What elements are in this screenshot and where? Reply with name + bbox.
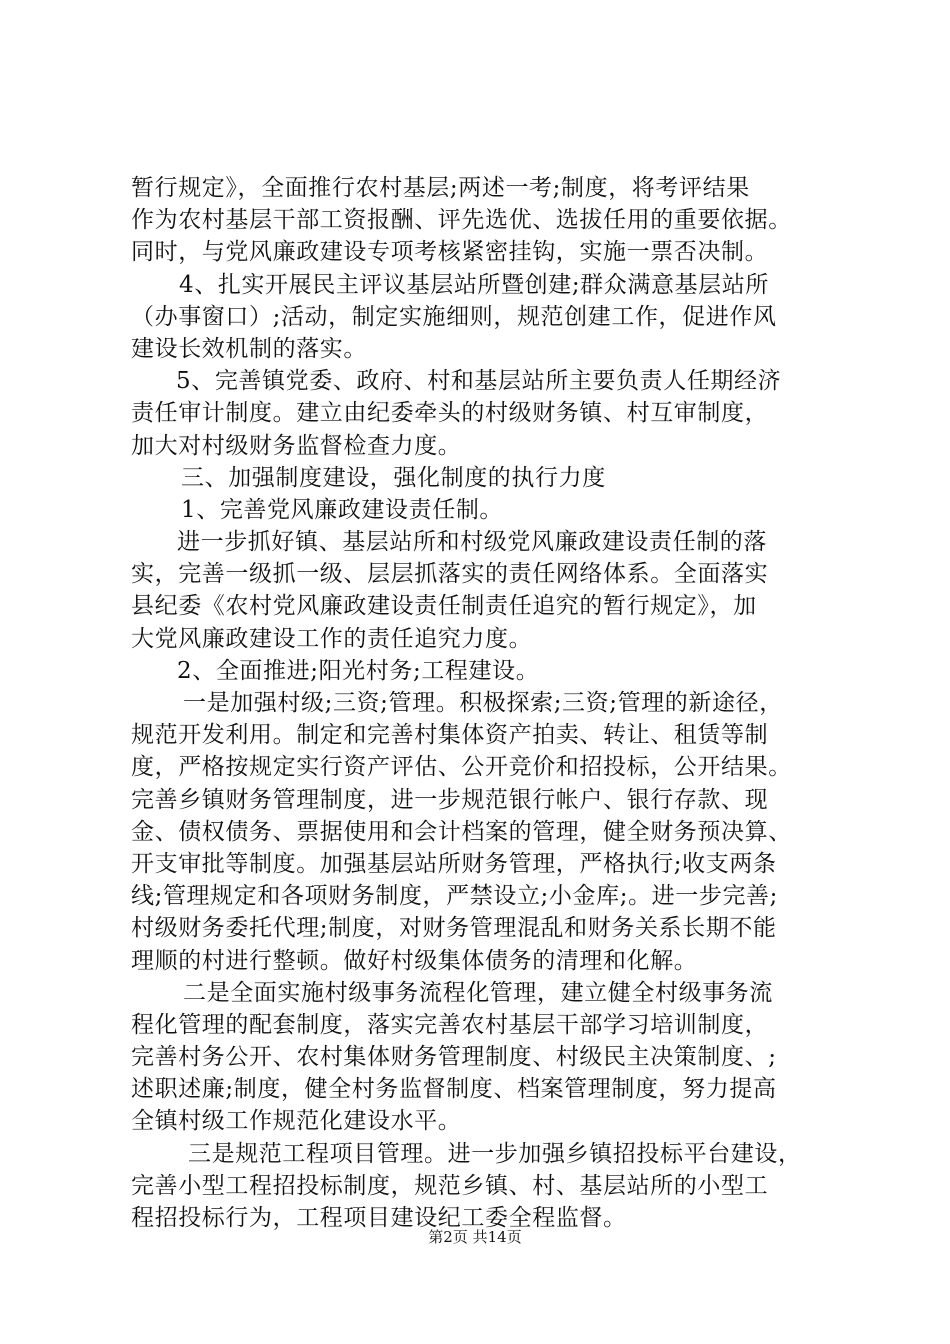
text-line: 完善村务公开、农村集体财务管理制度、村级民主决策制度、; (131, 1044, 777, 1071)
text-line: 5、完善镇党委、政府、村和基层站所主要负责人任期经济 (176, 368, 782, 395)
text-line: 完善小型工程招投标制度，规范乡镇、村、基层站所的小型工 (131, 1172, 769, 1199)
text-line: 理顺的村进行整顿。做好村级集体债务的清理和化解。 (131, 947, 698, 974)
text-line: 三是规范工程项目管理。进一步加强乡镇招投标平台建设， (188, 1140, 802, 1167)
text-line: 规范开发利用。制定和完善村集体资产拍卖、转让、租赁等制 (131, 722, 769, 749)
text-line: 金、债权债务、票据使用和会计档案的管理，健全财务预决算、 (131, 818, 792, 845)
text-line: 责任审计制度。建立由纪委牵头的村级财务镇、村互审制度， (131, 400, 769, 427)
text-line: 一是加强村级;三资;管理。积极探索;三资;管理的新途径， (183, 690, 783, 716)
text-line: 进一步抓好镇、基层站所和村级党风廉政建设责任制的落 (177, 529, 767, 556)
text-line: 同时，与党风廉政建设专项考核紧密挂钩，实施一票否决制。 (131, 239, 769, 266)
text-line: 度，严格按规定实行资产评估、公开竞价和招投标，公开结果。 (131, 754, 792, 781)
subsection-heading: 1、完善党风廉政建设责任制。 (181, 496, 504, 523)
section-heading: 三、加强制度建设，强化制度的执行力度 (181, 464, 606, 491)
text-line: 线;管理规定和各项财务制度，严禁设立;小金库;。进一步完善; (131, 883, 778, 910)
text-line: 述职述廉;制度，健全村务监督制度、档案管理制度，努力提高 (131, 1076, 777, 1103)
text-line: 实，完善一级抓一级、层层抓落实的责任网络体系。全面落实 (131, 561, 769, 588)
text-line: 全镇村级工作规范化建设水平。 (131, 1108, 462, 1135)
text-line: （办事窗口）;活动，制定实施细则，规范创建工作，促进作风 (131, 303, 777, 330)
text-line: 程化管理的配套制度，落实完善农村基层干部学习培训制度， (131, 1011, 769, 1038)
text-line: 建设长效机制的落实。 (131, 335, 367, 362)
text-line: 大党风廉政建设工作的责任追究力度。 (131, 625, 533, 652)
text-line: 开支审批等制度。加强基层站所财务管理，严格执行;收支两条 (131, 850, 777, 877)
subsection-heading: 2、全面推进;阳光村务;工程建设。 (177, 657, 540, 684)
text-line: 完善乡镇财务管理制度，进一步规范银行帐户、银行存款、现 (131, 786, 769, 813)
text-line: 二是全面实施村级事务流程化管理，建立健全村级事务流 (183, 979, 773, 1006)
text-line: 县纪委《农村党风廉政建设责任制责任追究的暂行规定》，加 (131, 593, 757, 620)
page-number: 第2页 共14页 (428, 1228, 522, 1246)
document-body (131, 172, 831, 1234)
text-line: 暂行规定》，全面推行农村基层;两述一考;制度，将考评结果 (131, 175, 750, 201)
text-line: 程招投标行为，工程项目建设纪工委全程监督。 (131, 1205, 627, 1231)
text-line: 作为农村基层干部工资报酬、评先选优、选拔任用的重要依据。 (131, 207, 792, 234)
text-line: 加大对村级财务监督检查力度。 (131, 432, 462, 459)
text-line: 4、扎实开展民主评议基层站所暨创建;群众满意基层站所 (179, 271, 769, 298)
text-line: 村级财务委托代理;制度，对财务管理混乱和财务关系长期不能 (131, 915, 777, 942)
